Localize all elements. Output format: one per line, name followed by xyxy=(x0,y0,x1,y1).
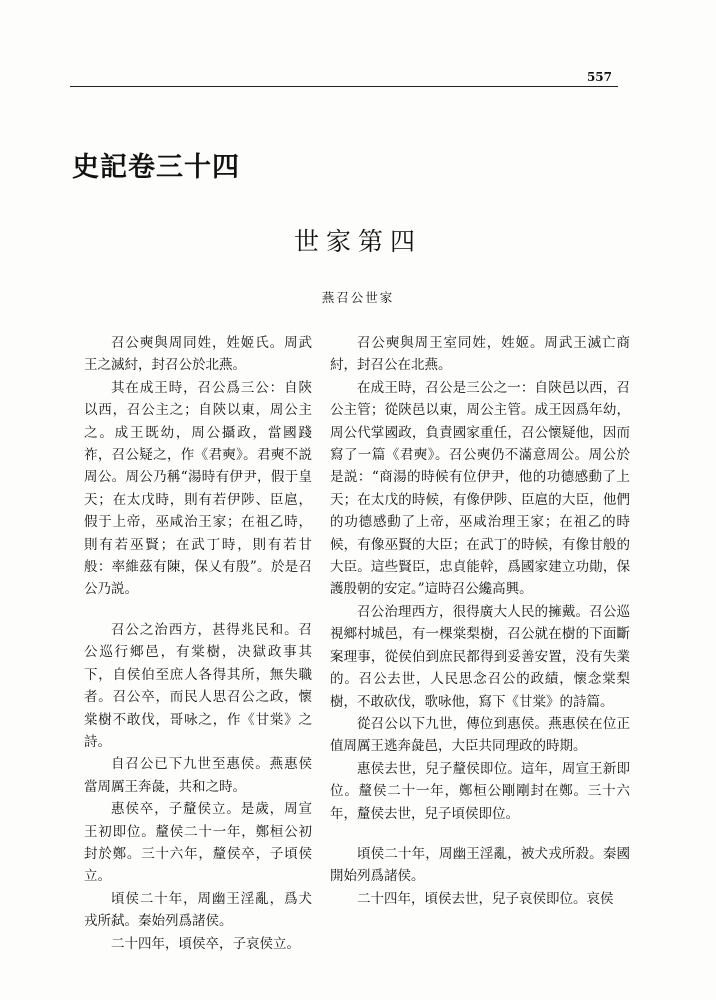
paragraph: 召公治理西方，很得廣大人民的擁戴。召公巡視鄉村城邑，有一棵棠梨樹，召公就在樹的下面斷案理事，從侯伯到庶民都得到妥善安置，没有失業的。召公去世，人民思念召公的政績，懷念棠梨樹，不敢砍伐，歌咏他，寫下《甘棠》的詩篇。 xyxy=(330,603,630,710)
header-rule xyxy=(70,86,618,87)
translation-text-column xyxy=(330,332,630,910)
paragraph: 頃侯二十年，周幽王淫亂，爲犬戎所弑。秦始列爲諸侯。 xyxy=(84,890,312,930)
paragraph: 二十四年，頃侯卒，子哀侯立。 xyxy=(111,935,300,952)
paragraph: 惠侯去世，兒子釐侯即位。這年，周宣王新即位。釐侯二十一年，鄭桓公剛剛封在鄭。三十六年，釐侯去世，兒子頃侯即位。 xyxy=(330,760,630,822)
paragraph: 頃侯二十年，周幽王淫亂，被犬戎所殺。秦國開始列爲諸侯。 xyxy=(330,845,630,885)
paragraph: 二十四年，頃侯去世，兒子哀侯即位。哀侯 xyxy=(357,890,614,907)
chapter-title: 燕召公世家 xyxy=(321,290,395,305)
page-number: 557 xyxy=(586,70,612,84)
volume-title: 史記卷三十四 xyxy=(72,152,240,183)
paragraph: 惠侯卒，子釐侯立。是歲，周宣王初即位。釐侯二十一年，鄭桓公初封於鄭。三十六年，釐侯卒，子頃侯立。 xyxy=(84,801,312,885)
section-title: 世家第四 xyxy=(293,227,422,256)
paragraph: 從召公以下九世，傳位到惠侯。燕惠侯在位正值周厲王逃奔彘邑，大臣共同理政的時期。 xyxy=(330,715,630,755)
classical-text-column xyxy=(84,332,312,955)
paragraph: 自召公已下九世至惠侯。燕惠侯當周厲王奔彘，共和之時。 xyxy=(84,756,312,795)
paragraph: 召公奭與周同姓，姓姬氏。周武王之滅紂，封召公於北燕。 xyxy=(84,335,312,374)
paragraph: 其在成王時，召公爲三公：自陝以西，召公主之；自陝以東，周公主之。成王既幼，周公攝政，當國踐祚，召公疑之，作《君奭》。君奭不説周公。周公乃稱“湯時有伊尹，假于皇天；在太戊時，則有若伊陟、臣扈，假于上帝，巫咸治王家；在祖乙時，則有若巫賢；在武丁時，則有若甘般：率維茲有陳，保乂有殷”。於是召公乃説。 xyxy=(84,379,312,598)
paragraph: 召公奭與周王室同姓，姓姬。周武王滅亡商紂，封召公在北燕。 xyxy=(330,335,630,374)
paragraph: 在成王時，召公是三公之一：自陝邑以西，召公主管；從陝邑以東，周公主管。成王因爲年幼，周公代掌國政，負責國家重任，召公懷疑他，因而寫了一篇《君奭》。召公奭仍不滿意周公。周公於是説：“商湯的時候有位伊尹，他的功德感動了上天；在太戊的時候，有像伊陟、臣扈的大臣，他們的功德感動了上帝，巫咸治理王家；在祖乙的時候，有像巫賢的大臣；在武丁的時候，有像甘般的大臣。這些賢臣，忠貞能幹，爲國家建立功勛，保護殷朝的安定。”這時召公纔高興。 xyxy=(330,379,630,598)
paragraph: 召公之治西方，甚得兆民和。召公巡行鄉邑，有棠樹，决獄政事其下，自侯伯至庶人各得其所，無失職者。召公卒，而民人思召公之政，懷棠樹不敢伐，哥咏之，作《甘棠》之詩。 xyxy=(84,621,312,750)
